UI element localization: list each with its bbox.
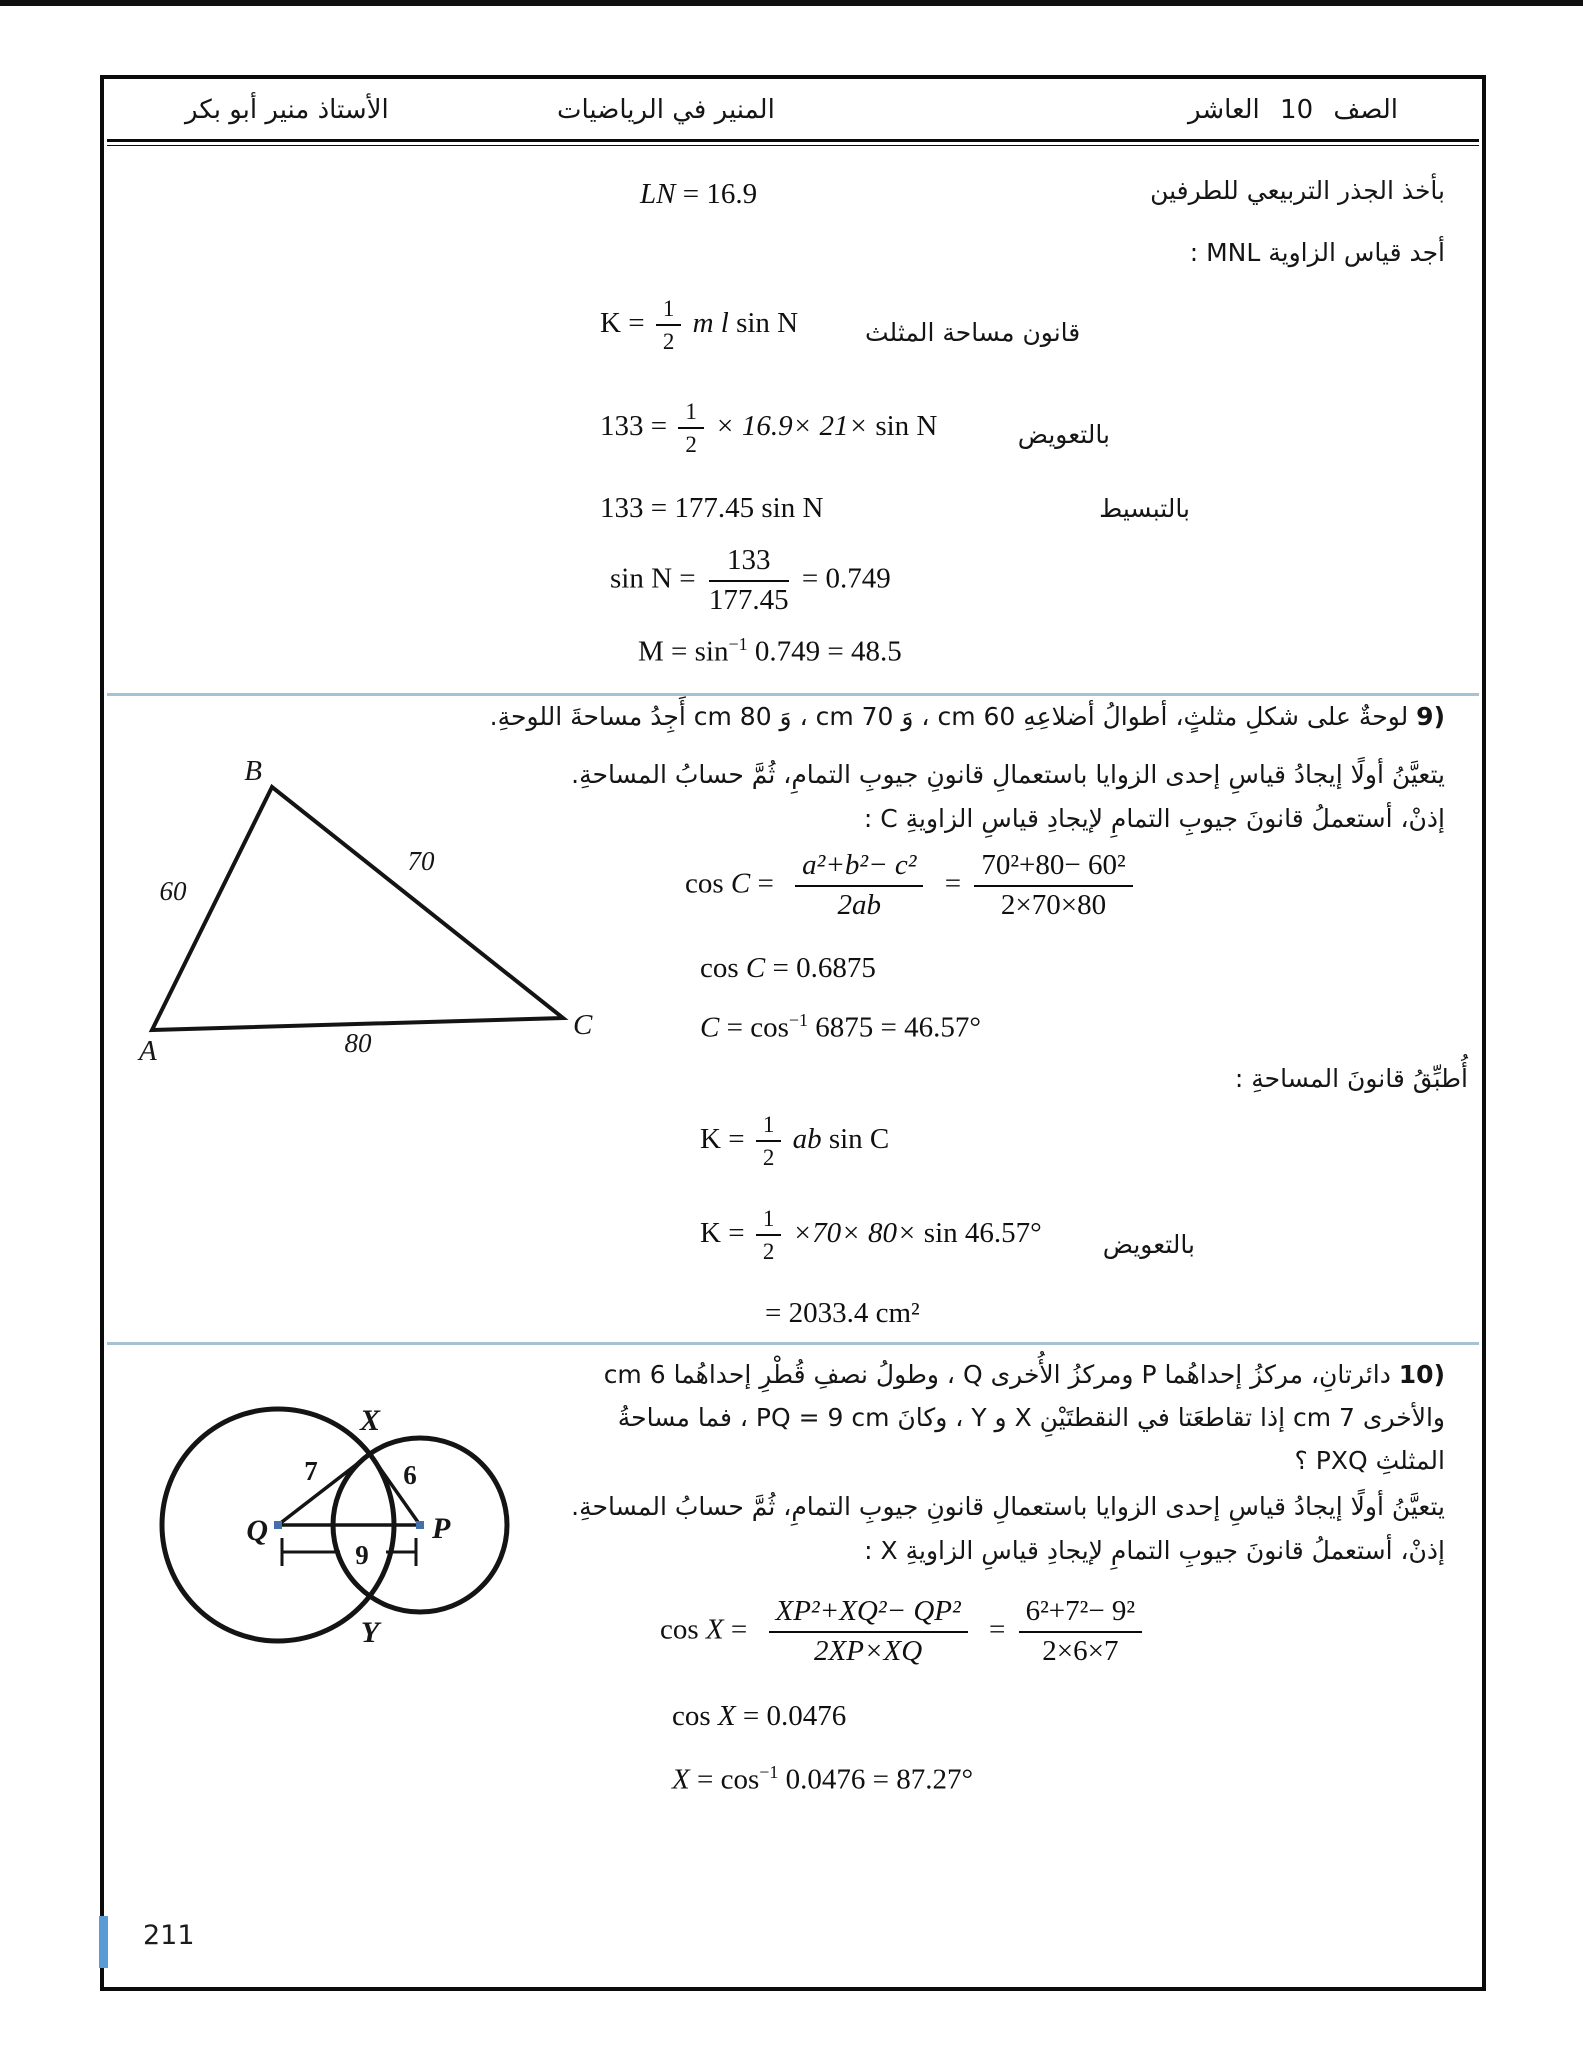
cos-label: cos (685, 867, 731, 900)
label-x: X (359, 1404, 381, 1437)
triangle-qxp (278, 1454, 420, 1525)
header-teacher: الأستاذ منير أبو بكر (185, 95, 389, 125)
problem10-step2: إذنْ، أستعملُ قانونَ جيوبِ التمامِ لإيجادِ قياسِ الزاويةِ X : (864, 1536, 1445, 1565)
eq-k-subst-post: sin 46.57° (923, 1216, 1042, 1249)
note-area-law: قانون مساحة المثلث (865, 318, 1081, 347)
eq-ln-var: LN (640, 178, 676, 210)
triangle-vertex-c: C (573, 1009, 593, 1041)
fraction-half: $\frac{1}{2}$ (678, 399, 704, 458)
equals: = (723, 1613, 755, 1646)
fraction-133-177: $\frac{133}{177.45}$ (708, 544, 789, 616)
var-c: C (730, 867, 751, 900)
problem10-text1: دائرتانِ، مركزُ إحداهُما P ومركزُ الأُخرى Q ، وطولُ نصفِ قُطْرِ إحداهُما 6 cm (603, 1360, 1399, 1389)
eq-area-law-pre: K = (600, 306, 652, 339)
eq-area-law-post: sin N (736, 306, 799, 339)
header-book-title: المنير في الرياضيات (557, 95, 775, 125)
eq-x-inverse-mid: = cos (689, 1763, 760, 1796)
triangle-vertex-b: B (244, 755, 262, 787)
triangle-side-60: 60 (159, 876, 187, 906)
eq-cos-c-value-post: = 0.6875 (765, 952, 876, 984)
label-p: P (432, 1512, 451, 1545)
cos-label: cos (672, 1700, 718, 1732)
var-c: C (700, 1011, 720, 1044)
eq-k-pre: K = (700, 1122, 752, 1155)
cos-label: cos (660, 1613, 706, 1646)
eq-sin-n (610, 545, 891, 617)
fraction-cosine-law-x: $\frac{\text{XP²+XQ²− QP²}}{2XP\times XQ}$ (769, 1596, 968, 1668)
eq-c-inverse (700, 1010, 981, 1045)
eq-area-law (600, 296, 798, 355)
eq-k-subst-pre: K = (700, 1216, 752, 1249)
eq-sin-n-pre: sin N = (610, 562, 703, 595)
equals: = (750, 867, 782, 900)
label-y: Y (360, 1616, 380, 1649)
fraction-cosine-values-x: $\frac{\text{6²+7²− 9²}}{2\times 6\times 7}$ (1019, 1596, 1143, 1668)
eq-cos-x-value-post: = 0.0476 (735, 1700, 847, 1732)
fraction-cosine-values: $\frac{\text{70²+80− 60²}}{2\times 70\times 80}$ (974, 850, 1132, 922)
eq-ln-rest: = 16.9 (675, 178, 758, 210)
circles-diagram (148, 1380, 548, 1690)
eq-area-law-vars: m l (685, 306, 737, 339)
eq-subst-values: × 16.9× 21× (707, 409, 876, 442)
problem9-title (490, 702, 1445, 731)
note-apply-area-law: أُطبِّقُ قانونَ المساحةِ : (1234, 1064, 1468, 1093)
inverse-exponent: −1 (728, 634, 748, 654)
problem9-step1: يتعيَّنُ أولًا إيجادُ قياسِ إحدى الزوايا باستعمالِ قانونِ جيوبِ التمامِ، ثُمَّ حسابُ المساحةِ. (571, 760, 1445, 789)
triangle-shape (152, 787, 563, 1030)
eq-simplified: 133 = 177.45 sin N (600, 492, 824, 524)
problem10-title-line1 (604, 1360, 1445, 1389)
eq-subst-post: sin N (875, 409, 938, 442)
eq-sin-n-post: = 0.749 (794, 562, 891, 595)
cos-label: cos (700, 952, 746, 984)
fraction-half: $\frac{1}{2}$ (656, 296, 682, 355)
var-x: X (717, 1700, 736, 1732)
label-radius-7: 7 (304, 1456, 318, 1486)
equals: = (981, 1613, 1013, 1646)
problem10-title-line2: والأخرى 7 cm إذا تقاطعَتا في النقطتَيْنِ X و Y ، وكانَ PQ = 9 cm ، فما مساحةُ (617, 1403, 1445, 1432)
note-substitution: بالتعويض (1017, 420, 1110, 449)
header-divider (107, 139, 1479, 146)
inverse-exponent: −1 (759, 1762, 779, 1782)
var-x: X (672, 1763, 690, 1796)
eq-c-inverse-mid: = cos (719, 1011, 789, 1044)
problem9-step2: إذنْ، أستعملُ قانونَ جيوبِ التمامِ لإيجادِ قياسِ الزاويةِ C : (863, 804, 1445, 833)
eq-cos-x-value (672, 1700, 846, 1733)
eq-angle-m-post: 0.749 = 48.5 (747, 635, 902, 668)
section-divider-1 (107, 693, 1479, 696)
label-radius-6: 6 (403, 1460, 417, 1490)
eq-k-formula (700, 1112, 889, 1171)
eq-cos-x (660, 1596, 1148, 1668)
footer-accent-bar (99, 1916, 108, 1968)
eq-angle-m-pre: M = sin (638, 635, 729, 668)
center-dot-p (416, 1521, 424, 1529)
eq-k-vars: ab (785, 1122, 829, 1155)
fraction-half: $\frac{1}{2}$ (756, 1112, 782, 1171)
eq-cos-c-value (700, 952, 876, 985)
eq-c-inverse-post: 6875 = 46.57° (807, 1011, 981, 1044)
label-q: Q (246, 1514, 268, 1547)
fraction-cosine-law: $\frac{\text{a²+b²− c²}}{2ab}$ (795, 850, 923, 922)
note-simplify: بالتبسيط (1099, 494, 1190, 523)
problem9-text: لوحةٌ على شكلِ مثلثٍ، أطوالُ أضلاعِهِ 60 cm ، وَ 70 cm ، وَ 80 cm أَجِدُ مساحةَ اللوحةِ. (489, 702, 1417, 731)
eq-x-inverse (672, 1762, 973, 1797)
eq-x-inverse-post: 0.0476 = 87.27° (778, 1763, 974, 1796)
equals: = (937, 867, 969, 900)
eq-cos-c (685, 850, 1139, 922)
triangle-side-80: 80 (344, 1028, 372, 1058)
section-divider-2 (107, 1342, 1479, 1345)
inverse-exponent: −1 (788, 1010, 808, 1030)
eq-k-substitution (700, 1206, 1042, 1265)
page-number: 211 (143, 1920, 195, 1951)
scan-edge (0, 0, 1583, 6)
center-dot-q (274, 1521, 282, 1529)
problem10-step1: يتعيَّنُ أولًا إيجادُ قياسِ إحدى الزوايا باستعمالِ قانونِ جيوبِ التمامِ، ثُمَّ حسابُ المساحةِ. (571, 1492, 1445, 1521)
eq-ln-result (640, 178, 757, 211)
label-distance-9: 9 (355, 1540, 369, 1570)
note-find-angle-mnl: أجد قياس الزاوية MNL : (1189, 238, 1445, 267)
eq-angle-m (638, 634, 902, 669)
var-c: C (745, 952, 766, 984)
eq-substitution (600, 399, 937, 458)
triangle-diagram (125, 748, 635, 1078)
eq-subst-pre: 133 = (600, 409, 675, 442)
problem10-title-line3: المثلثِ PXQ ؟ (1294, 1446, 1445, 1475)
triangle-vertex-a: A (139, 1035, 157, 1067)
eq-k-post: sin C (828, 1122, 890, 1155)
note-square-root: بأخذ الجذر التربيعي للطرفين (1150, 176, 1445, 205)
note-substitution-2: بالتعويض (1102, 1230, 1195, 1259)
eq-k-subst-values: ×70× 80× (785, 1216, 924, 1249)
eq-k-result: = 2033.4 cm² (765, 1297, 920, 1329)
problem9-number: 9) (1416, 702, 1445, 731)
fraction-half: $\frac{1}{2}$ (756, 1206, 782, 1265)
triangle-side-70: 70 (407, 846, 435, 876)
problem10-number: 10) (1398, 1360, 1445, 1389)
header-grade: الصف 10 العاشر (1188, 95, 1398, 125)
var-x: X (705, 1613, 724, 1646)
